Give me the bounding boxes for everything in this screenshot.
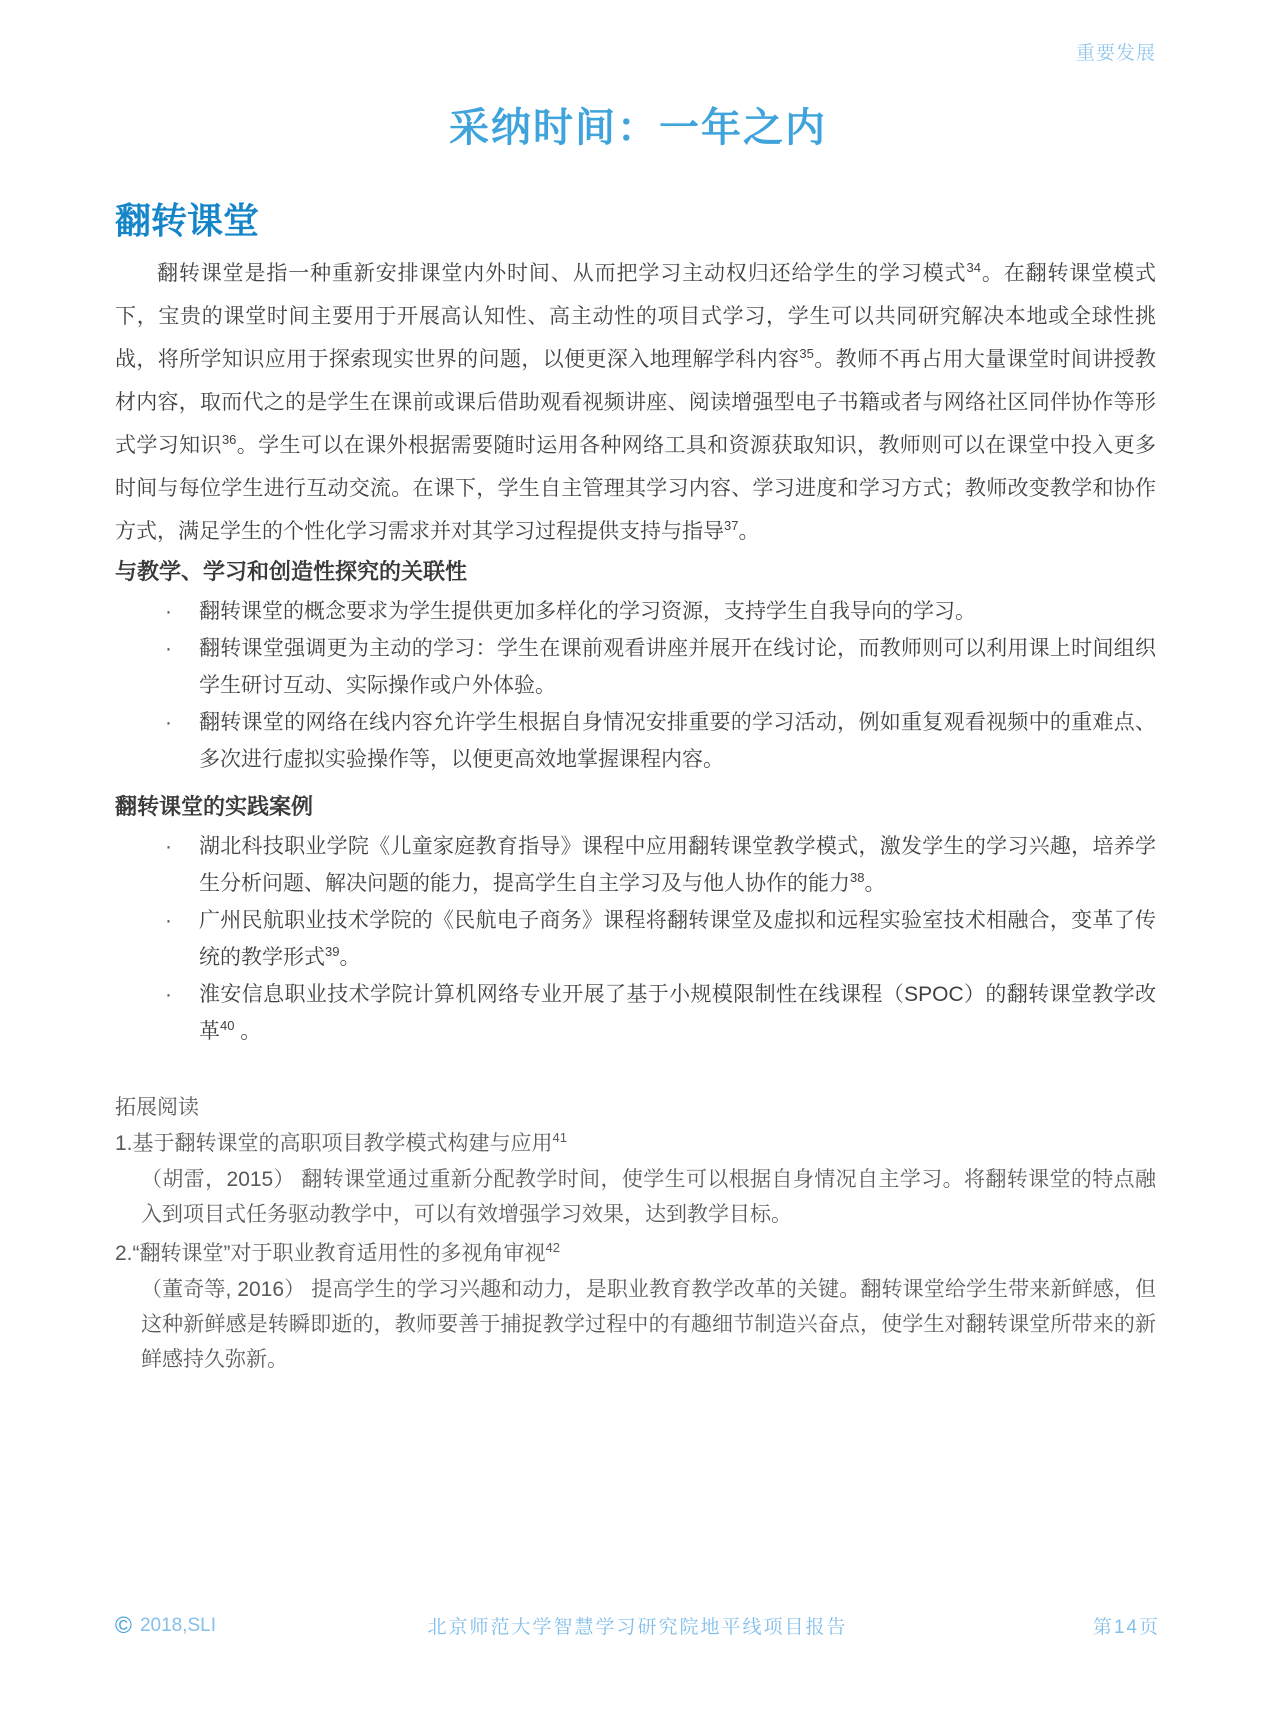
reading-item (115, 1236, 1156, 1377)
page-number: 第14页 (1092, 1617, 1160, 1638)
cases-heading: 翻转课堂的实践案例 (115, 794, 314, 819)
copyright-text: 2018,SLI (139, 1614, 217, 1636)
list-item-text: 翻转课堂强调更为主动的学习：学生在课前观看讲座并展开在线讨论，而教师则可以利用课上时间组织学生研讨互动、实际操作或户外体验。 (199, 637, 1156, 697)
bullet-icon: · (165, 600, 172, 623)
bullet-icon: · (165, 983, 172, 1006)
bullet-icon: · (165, 835, 172, 858)
reading-item (115, 1126, 1156, 1232)
relevance-list (115, 593, 1156, 778)
page-title: 采纳时间：一年之内 (449, 106, 827, 150)
list-item-text: 广州民航职业技术学院的《民航电子商务》课程将翻转课堂及虚拟和远程实验室技术相融合，变革了传统的教学形式$^{39}$。 (199, 909, 1156, 969)
list-item (115, 902, 1156, 976)
copyright (115, 1614, 365, 1637)
list-item (115, 630, 1156, 704)
list-item (115, 976, 1156, 1050)
list-item-text: 淮安信息职业技术学院计算机网络专业开展了基于小规模限制性在线课程（SPOC）的翻转课堂教学改革$^{40}$ 。 (199, 983, 1156, 1043)
cases-list (115, 828, 1156, 1050)
intro-paragraph: 翻转课堂是指一种重新安排课堂内外时间、从而把学习主动权归还给学生的学习模式$^{34}$。在翻转课堂模式下，宝贵的课堂时间主要用于开展高认知性、高主动性的项目式学习，学生可以共同研究解决本地或全球性挑战，将所学知识应用于探索现实世界的问题，以便更深入地理解学科内容$^{35}$。教师不再占用大量课堂时间讲授教材内容，取而代之的是学生在课前或课后借助观看视频讲座、阅读增强型电子书籍或者与网络社区同伴协作等形式学习知识$^{36}$。学生可以在课外根据需要随时运用各种网络工具和资源获取知识，教师则可以在课堂中投入更多时间与每位学生进行互动交流。在课下，学生自主管理其学习内容、学习进度和学习方式；教师改变教学和协作方式，满足学生的个性化学习需求并对其学习过程提供支持与指导$^{37}$。 (115, 260, 1157, 543)
bullet-icon: · (165, 909, 172, 932)
list-item-text: 翻转课堂的概念要求为学生提供更加多样化的学习资源，支持学生自我导向的学习。 (199, 600, 976, 623)
relevance-heading: 与教学、学习和创造性探究的关联性 (115, 559, 468, 584)
list-item-text: 翻转课堂的网络在线内容允许学生根据自身情况安排重要的学习活动，例如重复观看视频中的重难点、多次进行虚拟实验操作等，以便更高效地掌握课程内容。 (199, 711, 1156, 771)
list-item-text: 湖北科技职业学院《儿童家庭教育指导》课程中应用翻转课堂教学模式，激发学生的学习兴趣，培养学生分析问题、解决问题的能力，提高学生自主学习及与他人协作的能力$^{38}$。 (199, 835, 1156, 895)
bullet-icon: · (165, 637, 172, 660)
reading-item-description: （董奇等, 2016） 提高学生的学习兴趣和动力，是职业教育教学改革的关键。翻转课堂给学生带来新鲜感，但这种新鲜感是转瞬即逝的，教师要善于捕捉教学过程中的有趣细节制造兴奋点，使学生对翻转课堂所带来的新鲜感持久弥新。 (141, 1278, 1156, 1371)
report-title: 北京师范大学智慧学习研究院地平线项目报告 (427, 1617, 848, 1638)
reading-item-title: 1.基于翻转课堂的高职项目教学模式构建与应用$^{41}$ (115, 1130, 567, 1155)
copyright-icon: © (115, 1612, 132, 1638)
page-footer (115, 1612, 1160, 1639)
section-heading-flipped-classroom: 翻转课堂 (115, 200, 260, 241)
further-reading-label: 拓展阅读 (115, 1096, 199, 1119)
list-item (115, 828, 1156, 902)
further-reading-section (115, 1090, 1156, 1377)
list-item (115, 704, 1156, 778)
category-label: 重要发展 (1075, 43, 1156, 64)
page-content (115, 0, 1156, 1377)
list-item (115, 593, 1156, 630)
reading-item-description: （胡雷，2015） 翻转课堂通过重新分配教学时间，使学生可以根据自身情况自主学习。将翻转课堂的特点融入到项目式任务驱动教学中，可以有效增强学习效果，达到教学目标。 (141, 1168, 1156, 1226)
reading-item-title: 2.“翻转课堂”对于职业教育适用性的多视角审视$^{42}$ (115, 1240, 560, 1265)
bullet-icon: · (165, 711, 172, 734)
